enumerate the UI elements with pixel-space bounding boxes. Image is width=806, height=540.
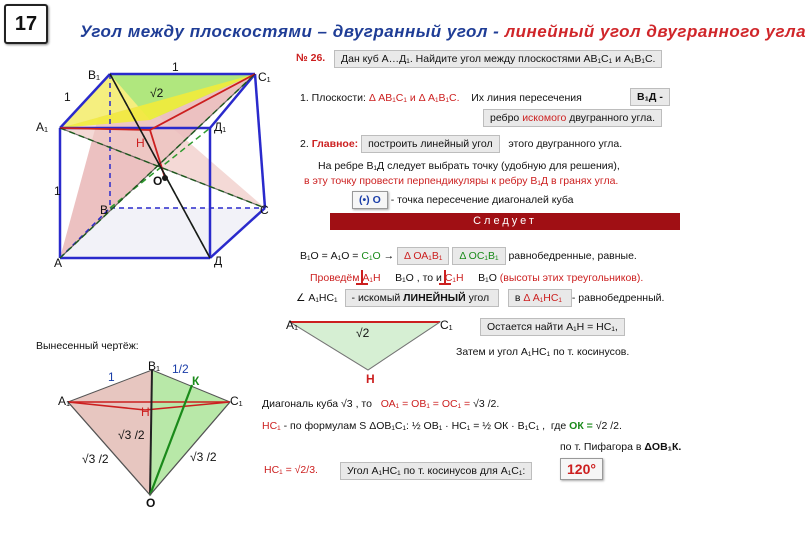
tri-label-side: √2 [356, 326, 370, 340]
label-c1: С₁ [258, 70, 271, 84]
sf-label-h: Н [141, 405, 150, 419]
label-o: О [153, 174, 163, 188]
sf-label-c1: С₁ [230, 394, 243, 408]
step2-line: 2. Главное: построить линейный угол этого двугранного угла. [300, 138, 622, 150]
title-part2: линейный угол двугранного угла [504, 22, 806, 41]
sf-label-o: О [146, 496, 156, 510]
tri-label-c1: С₁ [440, 318, 453, 332]
extract-label: Вынесенный чертёж: [36, 340, 139, 352]
problem-number: № 26. [296, 52, 326, 64]
label-b: В [100, 203, 109, 217]
title-part1: Угол между плоскостями – двугранный угол - [80, 22, 500, 41]
label-a: А [54, 256, 63, 270]
sf-label-a1: А₁ [58, 394, 71, 408]
label-one-side: 1 [54, 184, 61, 198]
angle-line: ∠ А₁НС₁ - искомый ЛИНЕЙНЫЙ угол в Δ А₁НС₁ - равнобедренный. [296, 292, 664, 304]
slide-number: 17 [4, 4, 48, 44]
tri-label-h: Н [366, 372, 375, 386]
step2-text1: На ребре В₁Д следует выбрать точку (удобную для решения), [318, 160, 620, 172]
diag-line: Диагональ куба √3 , то ОА₁ = ОВ₁ = ОС₁ = √3 /2. [262, 398, 500, 410]
label-root2: √2 [150, 86, 164, 100]
follows-bar: Следует [330, 213, 680, 230]
point-o-line: (•) О - точка пересечение диагоналей куба [352, 194, 573, 206]
sf-label-r2: √3 /2 [82, 452, 109, 466]
label-a1: А₁ [36, 120, 49, 134]
final-text: Угол А₁НС₁ по т. косинусов для А₁С₁: [340, 462, 532, 480]
hc1-pyth: по т. Пифагора в ΔОВ₁К. [560, 441, 682, 453]
sf-label-r3: √3 /2 [190, 450, 217, 464]
label-one-left: 1 [64, 90, 71, 104]
label-b1: В₁ [88, 68, 101, 82]
tri-label-a1: А₁ [286, 318, 299, 332]
label-one-top: 1 [172, 60, 179, 74]
label-d1: Д₁ [214, 120, 227, 134]
step1-line: 1. Плоскости: Δ АВ₁С₁ и Δ А₁В₁С. Их линия пересечения [300, 92, 582, 104]
step1-edge: ребро искомого двугранного угла. [483, 109, 662, 127]
then-text: Затем и угол А₁НС₁ по т. косинусов. [456, 346, 630, 358]
sf-label-r1: √3 /2 [118, 428, 145, 442]
remains-text: Остается найти А₁Н = НС₁, [480, 318, 625, 336]
problem-text: Дан куб А…Д₁. Найдите угол между плоскостями АВ₁С₁ и А₁В₁С. [334, 50, 662, 68]
label-d: Д [214, 254, 223, 268]
label-h: Н [136, 136, 145, 150]
sf-label-one: 1 [108, 370, 115, 384]
heights-line: Проведём А₁Н В₁О , то и С₁Н В₁О (высоты этих треугольников). [310, 272, 644, 284]
eq1-line: В₁О = А₁О = С₁О → Δ ОА₁В₁ Δ ОС₁В₁ равнобедренные, равные. [300, 250, 637, 262]
final-hc1: НС₁ = √2/3. [264, 464, 318, 476]
hc1-line: НС₁ - по формулам S ΔОВ₁С₁: ½ ОВ₁ · НС₁ = ½ ОК · В₁С₁ , где ОК = √2 /2. [262, 420, 622, 432]
final-answer: 120° [560, 458, 603, 480]
label-c: С [260, 203, 269, 217]
step2-text2: в эту точку провести перпендикуляры к ребру В₁Д в гранях угла. [304, 175, 619, 187]
sf-label-half: 1/2 [172, 362, 189, 376]
sf-label-b1: В₁ [148, 359, 161, 373]
step1-line-b1d: В₁Д - [630, 88, 670, 106]
sf-label-k: К [192, 374, 200, 388]
